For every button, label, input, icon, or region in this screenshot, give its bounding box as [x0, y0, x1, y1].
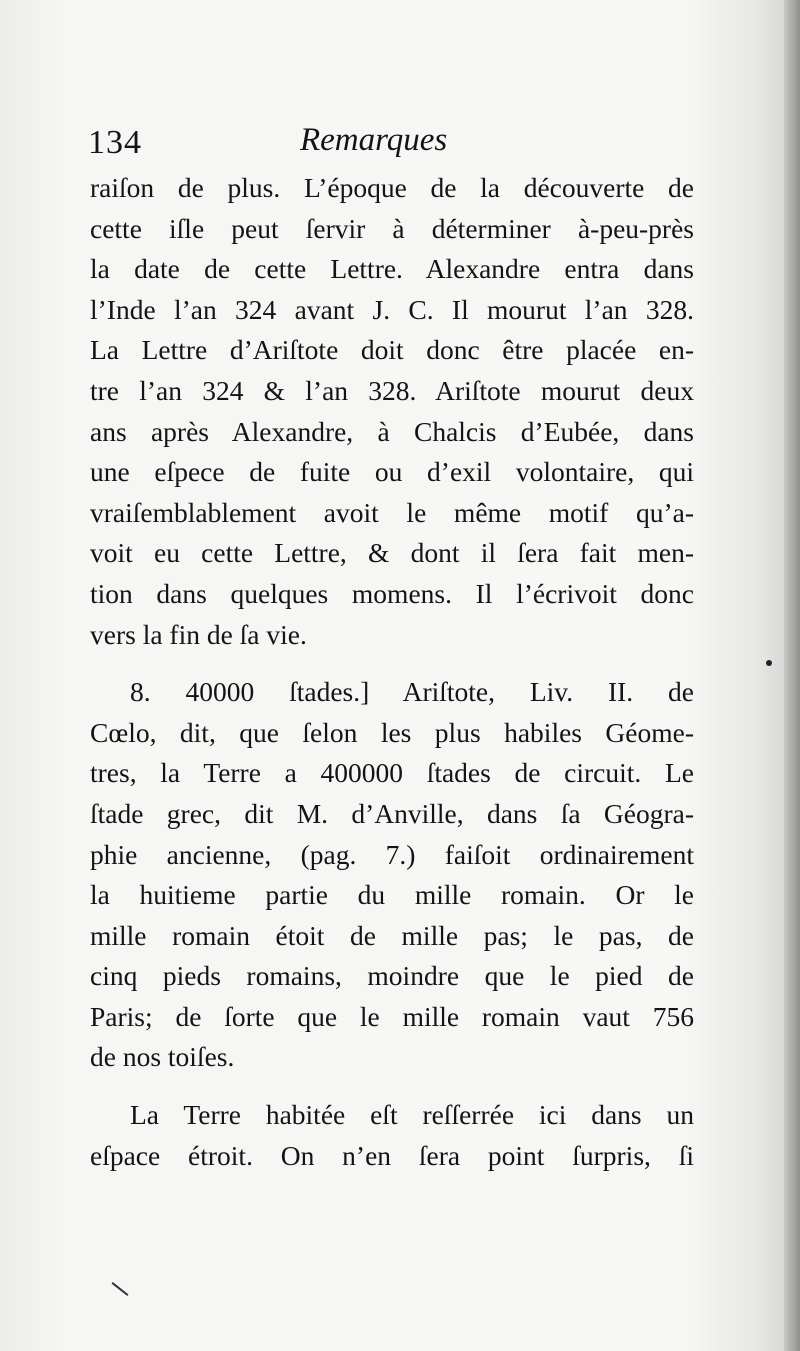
text-line: tres, la Terre a 400000 ſtades de circuit. Le [90, 757, 694, 789]
paragraph-3 [90, 1095, 694, 1176]
text-line: tre l’an 324 & l’an 328. Ariſtote mourut deux [90, 374, 694, 406]
text-line: mille romain étoit de mille pas; le pas, de [90, 919, 694, 951]
text-line: cette iſle peut ſervir à déterminer à-peu-près [90, 212, 694, 244]
text-line: eſpace étroit. On n’en ſera point ſurpris, ſi [90, 1139, 694, 1171]
text-line: Paris; de ſorte que le mille romain vaut 756 [90, 1000, 694, 1032]
ink-speck [766, 660, 772, 666]
text-line: vers la fin de ſa vie. [90, 618, 307, 650]
paragraph-gap [90, 655, 694, 672]
text-line: raiſon de plus. L’époque de la découverte de [90, 172, 694, 203]
text-line: Cœlo, dit, que ſelon les plus habiles Géome- [90, 716, 694, 748]
text-line: voit eu cette Lettre, & dont il ſera fait men- [90, 537, 694, 569]
page-header [88, 118, 708, 168]
text-line: la huitieme partie du mille romain. Or le [90, 879, 694, 911]
paragraph-gap [90, 1078, 694, 1095]
page-body [90, 168, 694, 1176]
text-line: de nos toiſes. [90, 1041, 235, 1073]
text-line: La Lettre d’Ariſtote doit donc être placée en- [90, 334, 694, 366]
page-number: 134 [88, 124, 142, 161]
ink-mark [112, 1282, 129, 1296]
text-line: phie ancienne, (pag. 7.) faiſoit ordinairement [90, 838, 694, 870]
running-title: Remarques [300, 122, 448, 158]
page-gutter-shadow [784, 0, 800, 1351]
text-line: 8. 40000 ſtades.] Ariſtote, Liv. II. de [130, 676, 694, 708]
text-line: une eſpece de fuite ou d’exil volontaire, qui [90, 456, 694, 488]
text-line: La Terre habitée eſt reſſerrée ici dans un [130, 1099, 694, 1131]
text-line: l’Inde l’an 324 avant J. C. Il mourut l’an 328. [90, 293, 694, 325]
text-line: ans après Alexandre, à Chalcis d’Eubée, dans [90, 415, 694, 447]
text-line: ſtade grec, dit M. d’Anville, dans ſa Géogra- [90, 797, 694, 829]
text-line: vraiſemblablement avoit le même motif qu’a- [90, 496, 694, 528]
text-line: la date de cette Lettre. Alexandre entra dans [90, 253, 694, 285]
text-line: tion dans quelques momens. Il l’écrivoit donc [90, 577, 694, 609]
text-line: cinq pieds romains, moindre que le pied de [90, 960, 694, 992]
paragraph-2 [90, 672, 694, 1078]
paragraph-1 [90, 168, 694, 655]
